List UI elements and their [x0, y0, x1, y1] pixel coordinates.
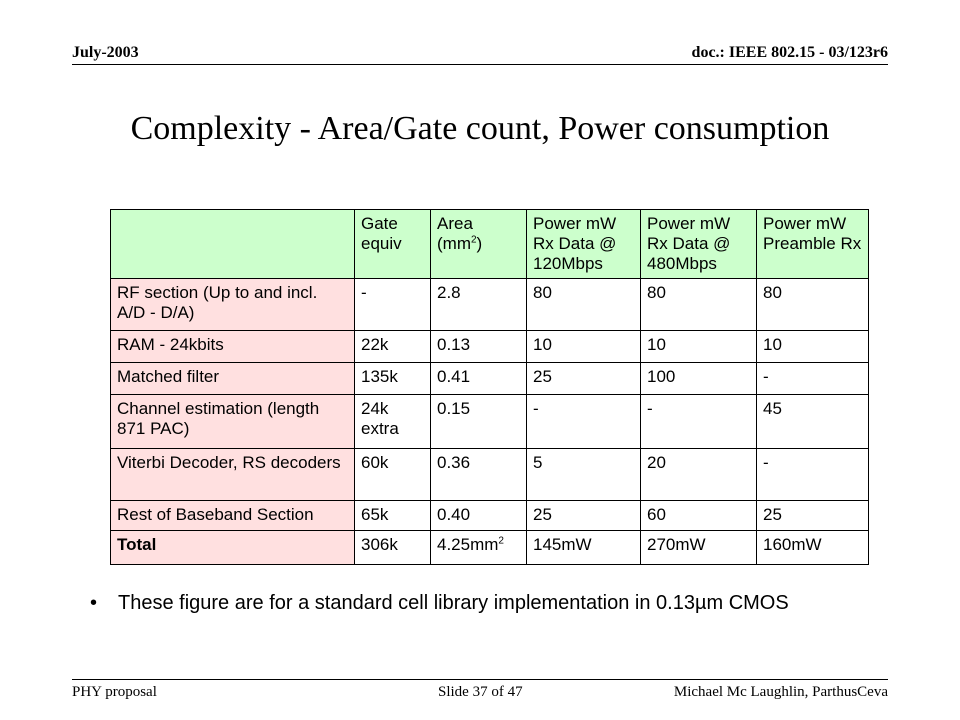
cell-area: 0.41: [431, 363, 527, 395]
total-area-sup: 2: [498, 535, 504, 547]
cell-gates: 135k: [355, 363, 431, 395]
row-label: RF section (Up to and incl. A/D - D/A): [111, 279, 355, 331]
row-label: RAM - 24kbits: [111, 331, 355, 363]
table-row: [111, 279, 869, 331]
cell-power-480: -: [641, 395, 757, 449]
header-area-sup: 2: [470, 234, 477, 246]
cell-power-preamble: 80: [757, 279, 869, 331]
header-area-text: Area (mm: [437, 214, 473, 253]
complexity-table: [110, 209, 869, 565]
footer-author: Michael Mc Laughlin, ParthusCeva: [673, 684, 888, 700]
cell-power-120: 5: [527, 449, 641, 501]
cell-power-preamble: -: [757, 449, 869, 501]
header-area: [431, 210, 527, 279]
cell-gates: 22k: [355, 331, 431, 363]
table-row: [111, 501, 869, 531]
cell-area: 0.36: [431, 449, 527, 501]
cell-area: 2.8: [431, 279, 527, 331]
cell-power-preamble: 45: [757, 395, 869, 449]
cell-power-preamble: 25: [757, 501, 869, 531]
total-label: Total: [111, 531, 355, 565]
row-label: Viterbi Decoder, RS decoders: [111, 449, 355, 501]
header-area-tail: ): [476, 234, 483, 253]
header-date: July-2003: [72, 44, 139, 61]
cell-area: 0.13: [431, 331, 527, 363]
cell-power-480: 80: [641, 279, 757, 331]
total-power-480: 270mW: [641, 531, 757, 565]
table-row: [111, 449, 869, 501]
header-power-preamble: Power mW Preamble Rx: [757, 210, 869, 279]
cell-area: 0.40: [431, 501, 527, 531]
table-header-row: [111, 210, 869, 279]
total-area-text: 4.25mm: [437, 535, 499, 554]
cell-power-480: 20: [641, 449, 757, 501]
total-gates: 306k: [355, 531, 431, 565]
cell-power-120: 25: [527, 363, 641, 395]
cell-power-480: 100: [641, 363, 757, 395]
cell-gates: 65k: [355, 501, 431, 531]
bullet-text: These figure are for a standard cell library implementation in 0.13µm CMOS: [118, 592, 789, 614]
table-row: [111, 395, 869, 449]
total-area: [431, 531, 527, 565]
footer-slide-number: Slide 37 of 47: [438, 684, 523, 700]
cell-gates: -: [355, 279, 431, 331]
row-label: Channel estimation (length 871 PAC): [111, 395, 355, 449]
cell-power-120: 25: [527, 501, 641, 531]
slide-title: Complexity - Area/Gate count, Power consumption: [130, 110, 830, 147]
cell-power-480: 60: [641, 501, 757, 531]
bullet-dot: •: [90, 592, 98, 614]
table-row: [111, 363, 869, 395]
header-power-480: Power mW Rx Data @ 480Mbps: [641, 210, 757, 279]
table-row: [111, 331, 869, 363]
header-gate-equiv: Gate equiv: [355, 210, 431, 279]
table-total-row: [111, 531, 869, 565]
cell-power-120: 80: [527, 279, 641, 331]
cell-gates: 60k: [355, 449, 431, 501]
footer-left: PHY proposal: [72, 684, 157, 700]
header-blank-cell: [111, 210, 355, 279]
cell-power-preamble: -: [757, 363, 869, 395]
cell-gates: 24k extra: [355, 395, 431, 449]
cell-power-preamble: 10: [757, 331, 869, 363]
header-doc-id: doc.: IEEE 802.15 - 03/123r6: [691, 44, 888, 61]
header-power-120: Power mW Rx Data @ 120Mbps: [527, 210, 641, 279]
cell-power-120: 10: [527, 331, 641, 363]
total-power-preamble: 160mW: [757, 531, 869, 565]
row-label: Matched filter: [111, 363, 355, 395]
cell-area: 0.15: [431, 395, 527, 449]
total-power-120: 145mW: [527, 531, 641, 565]
cell-power-120: -: [527, 395, 641, 449]
row-label: Rest of Baseband Section: [111, 501, 355, 531]
footer-rule: [72, 679, 888, 680]
header-rule: [72, 64, 888, 65]
cell-power-480: 10: [641, 331, 757, 363]
